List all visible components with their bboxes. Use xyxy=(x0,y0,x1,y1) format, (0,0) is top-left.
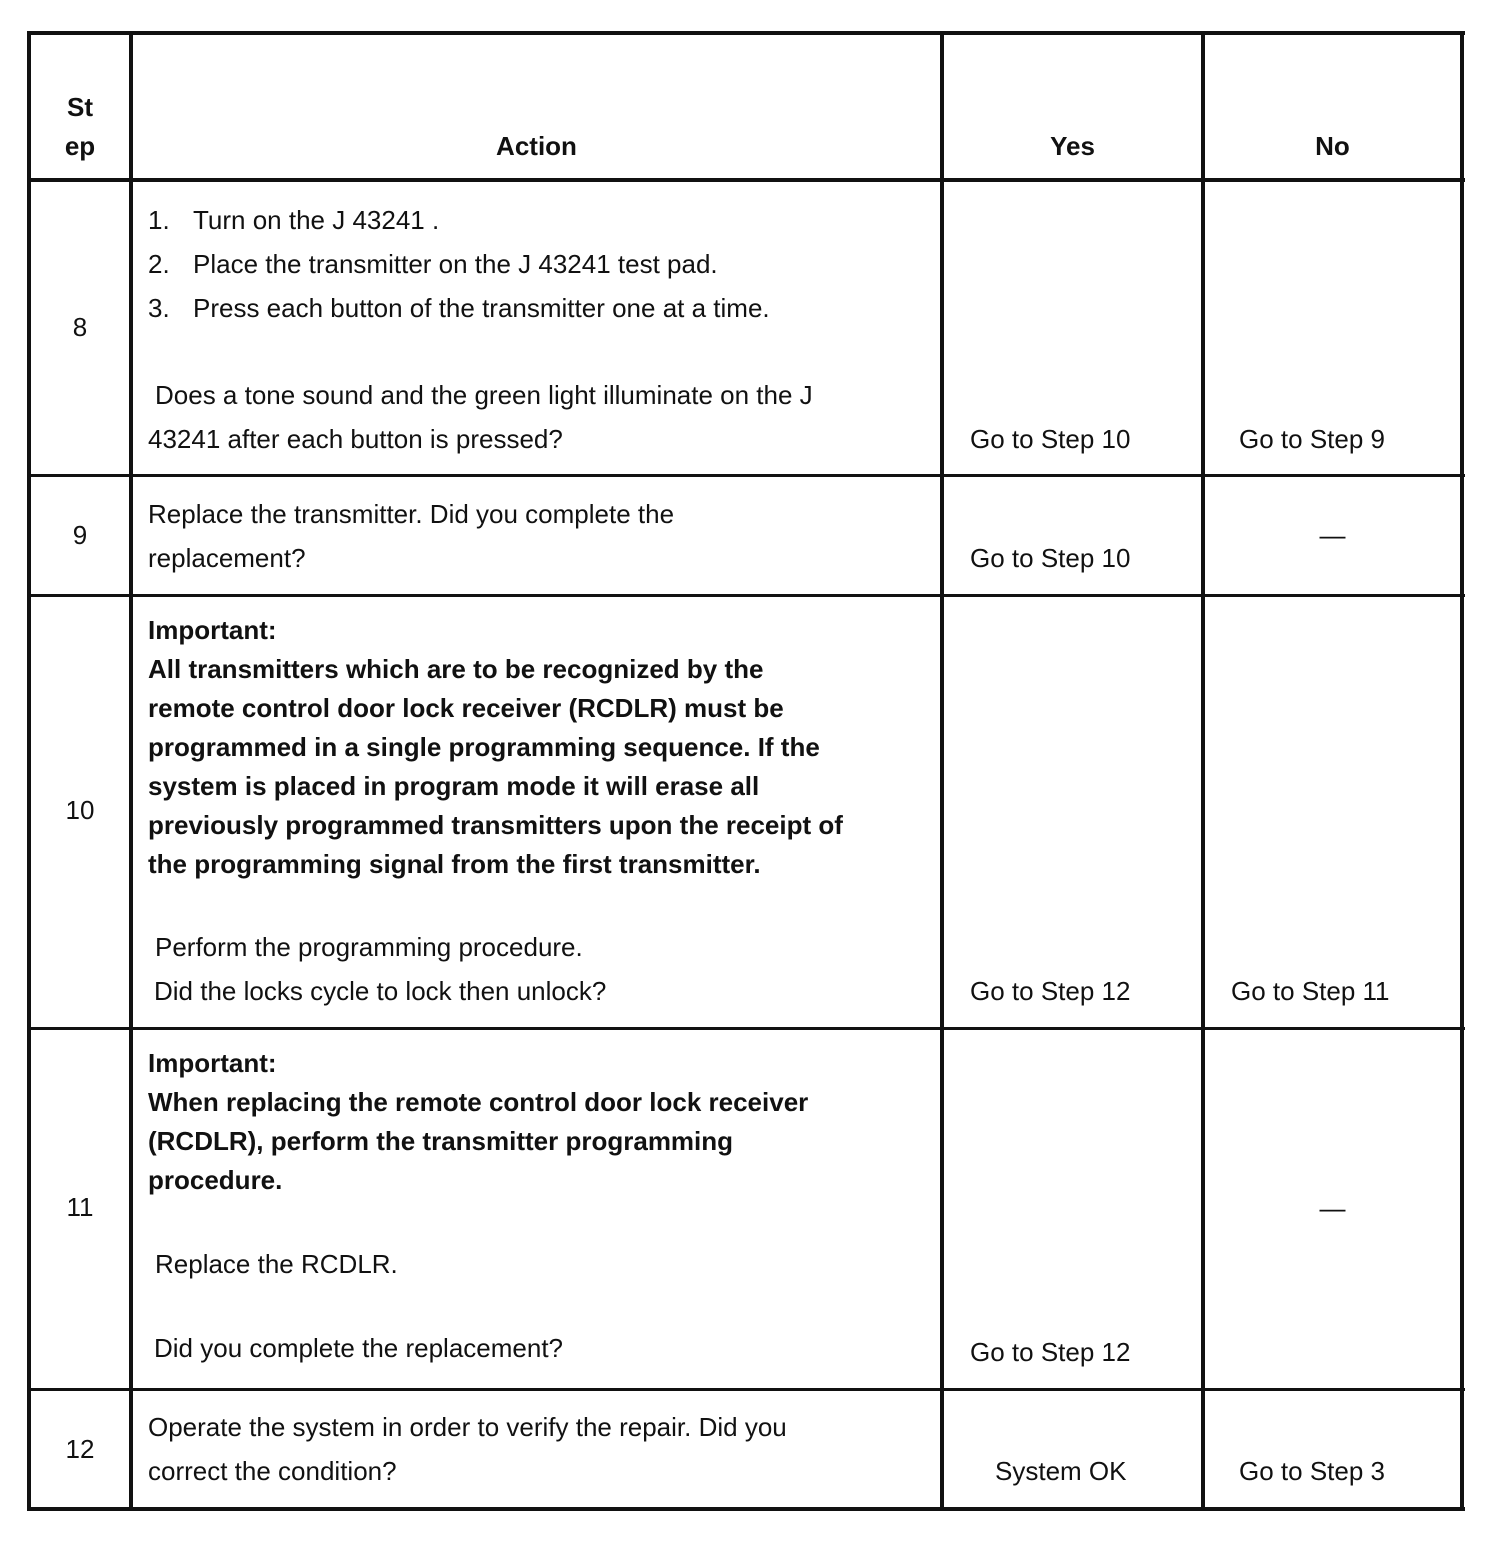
table-rule xyxy=(27,31,1465,35)
no-outcome: — xyxy=(1319,520,1346,550)
action-steps-list xyxy=(148,198,770,330)
important-line: programmed in a single programming sequence. If the xyxy=(148,732,820,762)
table-rule xyxy=(27,1388,1465,1391)
important-note xyxy=(148,1044,808,1200)
header-step xyxy=(31,88,129,166)
important-line: previously programmed transmitters upon the receipt of xyxy=(148,810,843,840)
table-rule xyxy=(129,31,133,1511)
table-rule xyxy=(27,1027,1465,1030)
important-line: All transmitters which are to be recognized by the xyxy=(148,654,764,684)
step-number: 8 xyxy=(72,312,88,342)
action-text: Replace the RCDLR. xyxy=(155,1249,398,1279)
question-text: Does a tone sound and the green light illuminate on the J xyxy=(155,380,813,410)
list-item: 1. Turn on the J 43241 . xyxy=(148,205,440,235)
list-item: 3. Press each button of the transmitter one at a time. xyxy=(148,293,770,323)
action-text: Replace the transmitter. Did you complete the xyxy=(148,499,675,529)
important-line: (RCDLR), perform the transmitter programming xyxy=(148,1126,734,1156)
question-text: 43241 after each button is pressed? xyxy=(148,424,563,454)
yes-outcome: Go to Step 12 xyxy=(970,1337,1131,1367)
yes-outcome: Go to Step 10 xyxy=(970,424,1131,454)
list-item: 2. Place the transmitter on the J 43241 test pad. xyxy=(148,249,718,279)
table-rule xyxy=(940,31,944,1511)
important-label: Important: xyxy=(148,615,277,645)
yes-outcome: System OK xyxy=(995,1456,1127,1486)
important-line: remote control door lock receiver (RCDLR) must be xyxy=(148,693,784,723)
table-rule xyxy=(1460,31,1464,1511)
header-action: Action xyxy=(496,131,577,161)
header-no: No xyxy=(1315,131,1350,161)
question-text: correct the condition? xyxy=(148,1456,397,1486)
header-step-line2: ep xyxy=(64,131,96,161)
no-outcome: Go to Step 9 xyxy=(1239,424,1385,454)
yes-outcome: Go to Step 12 xyxy=(970,976,1131,1006)
action-text: Perform the programming procedure. xyxy=(155,932,583,962)
header-step-line1: St xyxy=(67,92,93,122)
table-rule xyxy=(27,594,1465,597)
table-rule xyxy=(27,1507,1465,1511)
action-text: Operate the system in order to verify the repair. Did you xyxy=(148,1412,787,1442)
table-rule xyxy=(1201,31,1205,1511)
table-rule xyxy=(27,31,31,1511)
step-number: 12 xyxy=(65,1434,95,1464)
important-line: When replacing the remote control door lock receiver xyxy=(148,1087,809,1117)
important-line: system is placed in program mode it will erase all xyxy=(148,771,760,801)
step-number: 9 xyxy=(72,520,88,550)
no-outcome: — xyxy=(1319,1193,1346,1223)
no-outcome: Go to Step 3 xyxy=(1239,1456,1385,1486)
yes-outcome: Go to Step 10 xyxy=(970,543,1131,573)
diagnostic-table xyxy=(27,31,1465,1511)
important-note xyxy=(148,611,843,884)
step-number: 11 xyxy=(66,1192,94,1222)
header-yes: Yes xyxy=(1050,131,1095,161)
important-line: the programming signal from the first transmitter. xyxy=(148,849,761,879)
question-text: Did the locks cycle to lock then unlock? xyxy=(154,976,607,1006)
important-line: procedure. xyxy=(148,1165,283,1195)
no-outcome: Go to Step 11 xyxy=(1231,976,1390,1006)
action-text: replacement? xyxy=(148,543,306,573)
question-text: Did you complete the replacement? xyxy=(154,1333,564,1363)
table-rule xyxy=(27,474,1465,477)
step-number: 10 xyxy=(65,795,95,825)
table-rule xyxy=(27,178,1465,182)
important-label: Important: xyxy=(148,1048,277,1078)
